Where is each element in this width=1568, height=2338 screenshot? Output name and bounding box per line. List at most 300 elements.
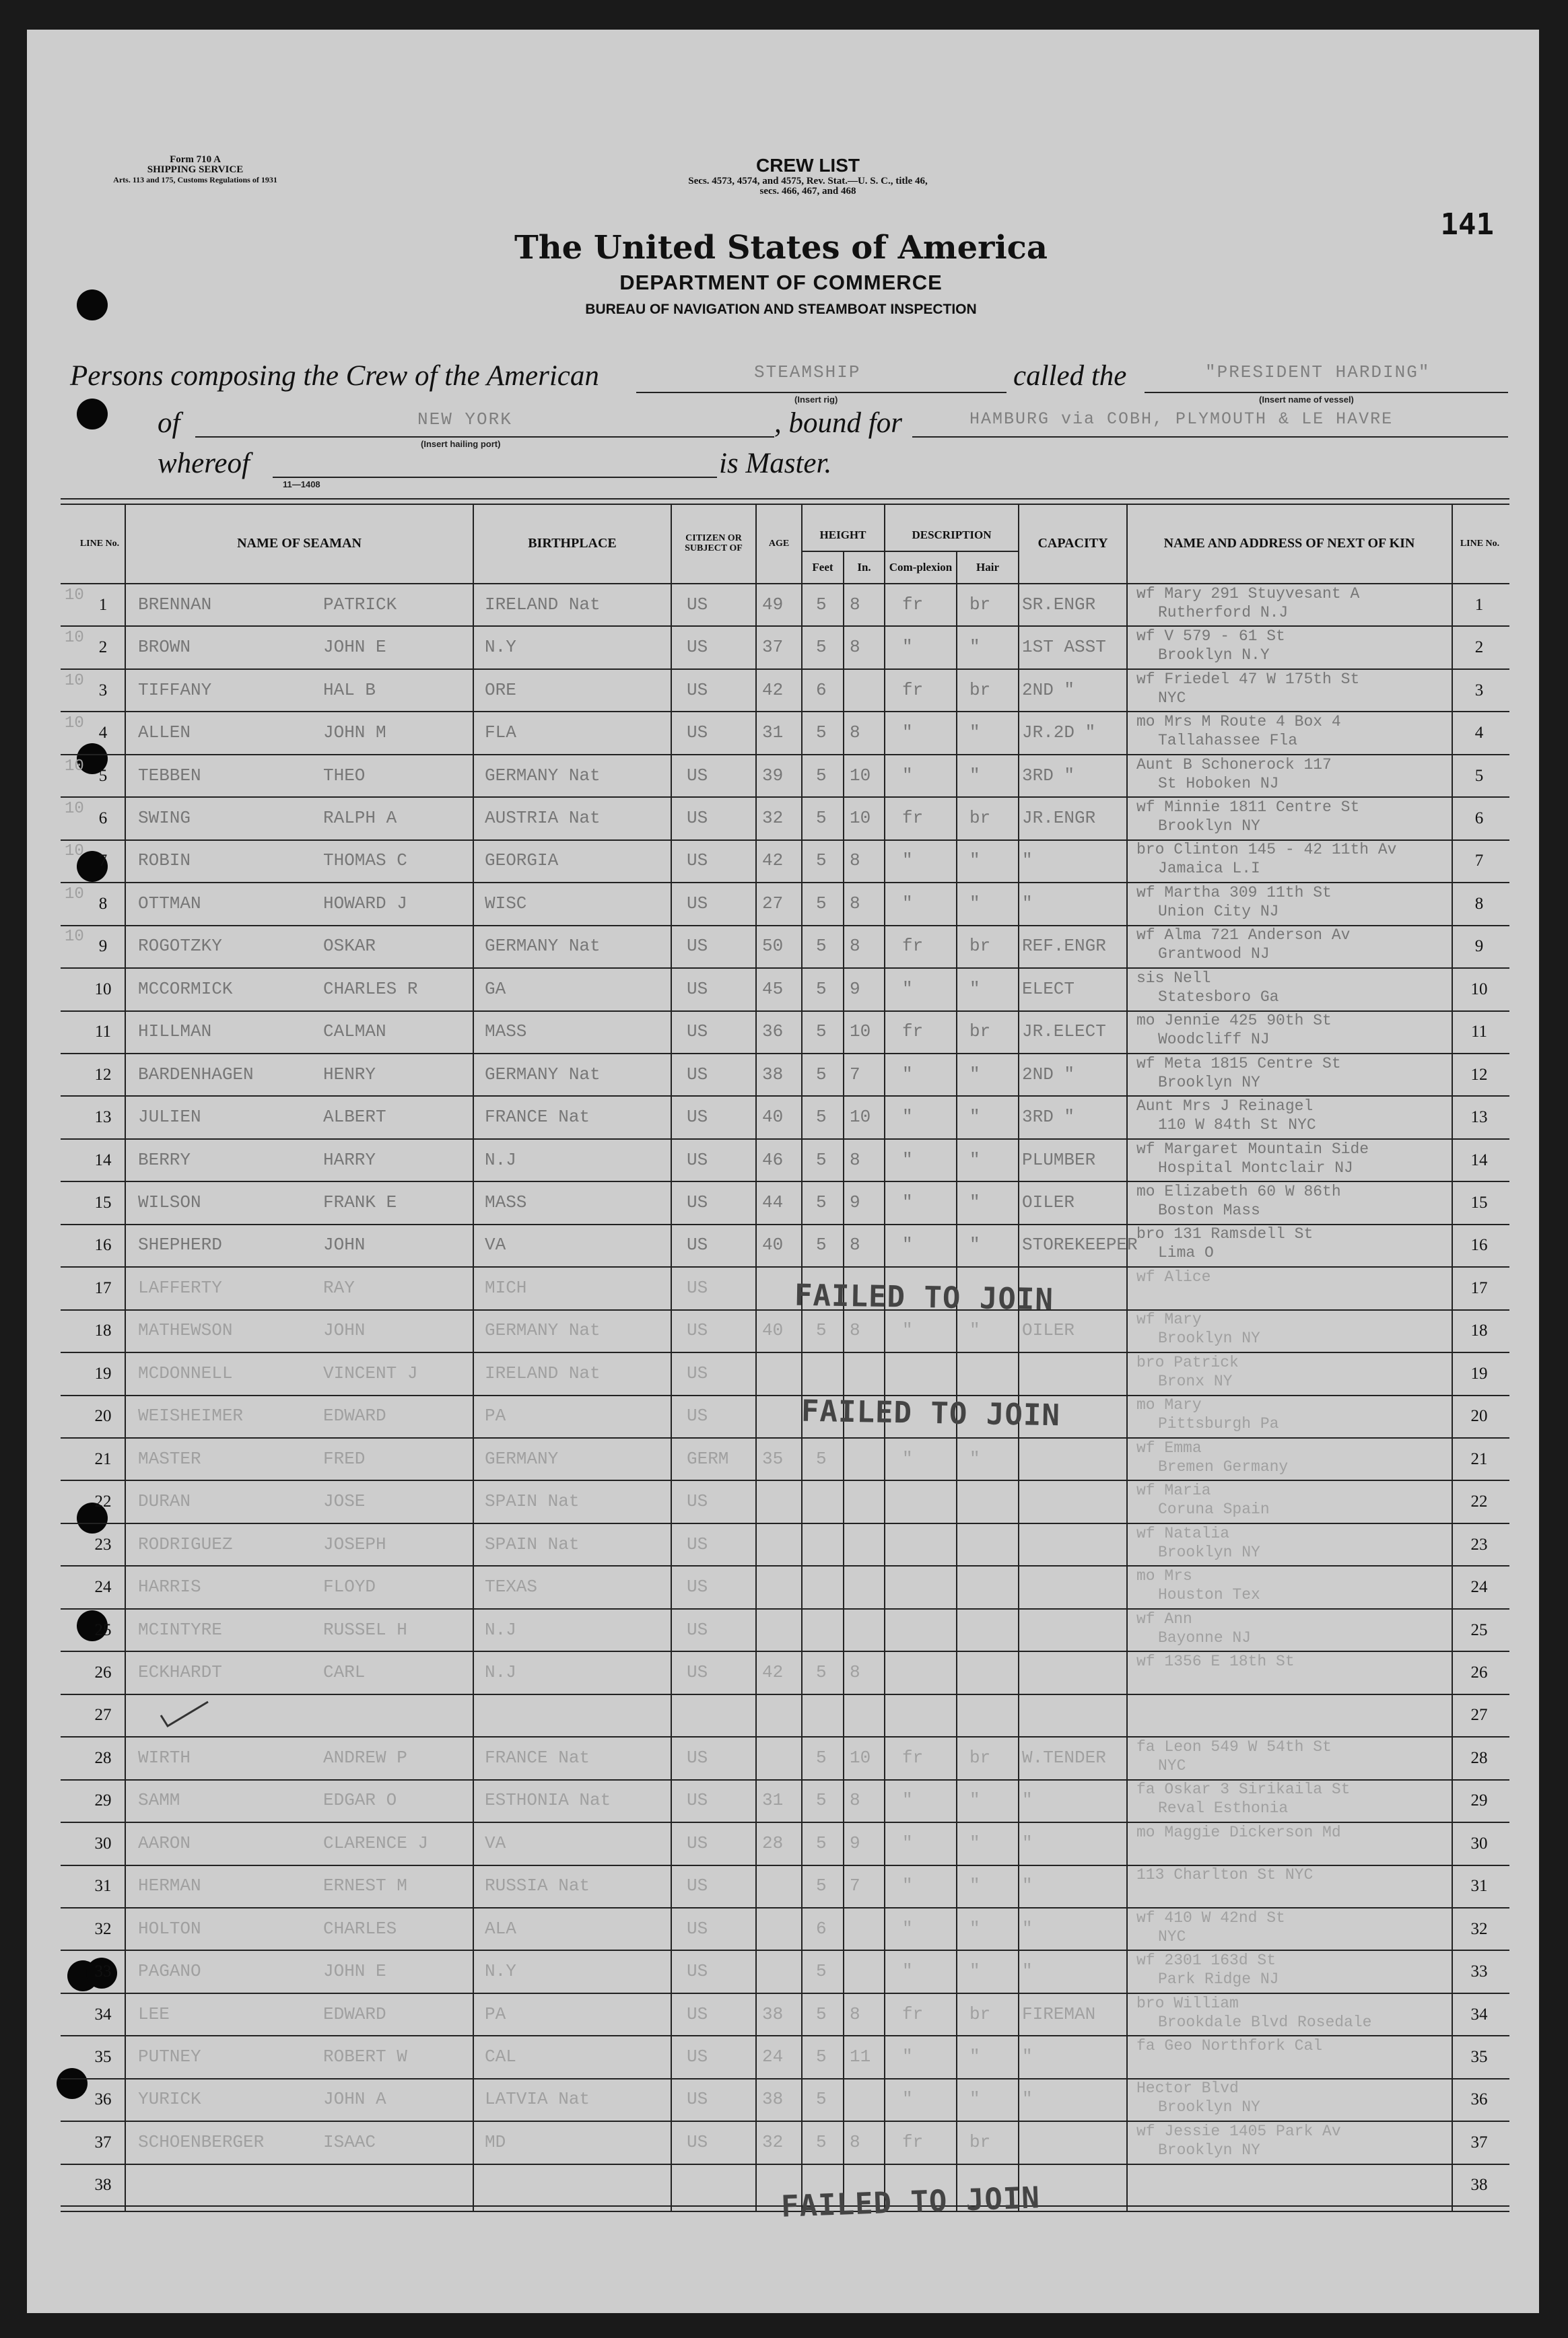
- seaman-surname: MCINTYRE: [138, 1619, 222, 1640]
- header-inches: In.: [857, 560, 871, 574]
- next-of-kin-line2: Grantwood NJ: [1158, 945, 1270, 963]
- seaman-given-name: ALBERT: [323, 1107, 386, 1128]
- inches-cell: 8: [850, 1320, 860, 1341]
- feet-cell: 5: [816, 1832, 827, 1853]
- row-rule: [61, 2078, 1509, 2079]
- line-number-right: 9: [1474, 937, 1484, 956]
- line-number-right: 37: [1470, 2133, 1488, 2152]
- birthplace-cell: GERMANY: [485, 1448, 559, 1469]
- row-rule: [61, 1309, 1509, 1311]
- birthplace-cell: FLA: [485, 722, 516, 743]
- next-of-kin-line1: wf Alice: [1136, 1268, 1211, 1286]
- inches-cell: 8: [850, 1235, 860, 1256]
- label-bound: , bound for: [774, 407, 902, 439]
- crew-list-title: CREW LIST: [756, 155, 860, 176]
- hair-cell: br: [969, 807, 991, 828]
- form-info: [47, 155, 343, 185]
- age-cell: 38: [762, 1064, 784, 1085]
- seaman-surname: MATHEWSON: [138, 1320, 233, 1341]
- citizen-cell: US: [687, 679, 708, 700]
- seaman-surname: ROGOTZKY: [138, 936, 222, 957]
- birthplace-cell: MASS: [485, 1192, 527, 1213]
- birthplace-cell: SPAIN Nat: [485, 1534, 580, 1554]
- next-of-kin-line2: Reval Esthonia: [1158, 1799, 1289, 1818]
- complexion-cell: ": [902, 1149, 913, 1170]
- row-rule: [61, 754, 1509, 755]
- row-rule: [61, 1181, 1509, 1182]
- next-of-kin-line1: mo Mrs: [1136, 1567, 1192, 1585]
- next-of-kin-line2: St Hoboken NJ: [1158, 774, 1279, 792]
- capacity-cell: ": [1022, 1790, 1033, 1811]
- birthplace-cell: LATVIA Nat: [485, 2089, 590, 2110]
- header-birthplace: BIRTHPLACE: [528, 535, 617, 551]
- age-cell: 40: [762, 1107, 784, 1128]
- seaman-surname: BRENNAN: [138, 594, 212, 615]
- row-rule: [61, 1010, 1509, 1012]
- seaman-surname: MCDONNELL: [138, 1363, 233, 1383]
- capacity-cell: 3RD ": [1022, 765, 1075, 786]
- inches-cell: 8: [850, 722, 860, 743]
- line-number: 12: [94, 1065, 112, 1084]
- age-cell: 32: [762, 2131, 784, 2152]
- complexion-cell: ": [902, 1790, 913, 1811]
- feet-cell: 5: [816, 1149, 827, 1170]
- next-of-kin-line1: wf Maria: [1136, 1482, 1211, 1500]
- line-number-right: 24: [1470, 1578, 1488, 1597]
- line-number-right: 5: [1474, 766, 1484, 785]
- age-cell: 44: [762, 1192, 784, 1213]
- citizen-cell: US: [687, 1021, 708, 1042]
- next-of-kin-line2: NYC: [1158, 1927, 1186, 1946]
- citizen-cell: US: [687, 2131, 708, 2152]
- age-cell: 42: [762, 850, 784, 871]
- line-number: 38: [94, 2176, 112, 2195]
- seaman-surname: AARON: [138, 1832, 191, 1853]
- line-number: 29: [94, 1791, 112, 1810]
- line-number: 15: [94, 1194, 112, 1212]
- margin-mark: 10: [65, 885, 84, 903]
- hair-cell: ": [969, 2089, 980, 2110]
- next-of-kin-line1: wf 2301 163d St: [1136, 1952, 1276, 1970]
- seaman-surname: HILLMAN: [138, 1021, 212, 1042]
- bureau-title: BUREAU OF NAVIGATION AND STEAMBOAT INSPECTION: [585, 302, 977, 317]
- feet-cell: 5: [816, 1876, 827, 1896]
- form-number: Form 710 A: [170, 154, 221, 165]
- row-rule: [61, 1950, 1509, 1951]
- seaman-given-name: HOWARD J: [323, 893, 407, 914]
- port-hint: (Insert hailing port): [421, 439, 501, 449]
- birthplace-cell: IRELAND Nat: [485, 1363, 601, 1383]
- citizen-cell: US: [687, 936, 708, 957]
- capacity-cell: JR.2D ": [1022, 722, 1096, 743]
- line-number-right: 3: [1474, 681, 1484, 699]
- next-of-kin-line1: wf Friedel 47 W 175th St: [1136, 670, 1360, 688]
- next-of-kin-line2: Brooklyn NY: [1158, 1073, 1260, 1091]
- check-mark-icon: [158, 1696, 212, 1730]
- age-cell: 37: [762, 637, 784, 658]
- row-rule: [61, 1865, 1509, 1866]
- complexion-cell: ": [902, 2089, 913, 2110]
- line-number-right: 13: [1470, 1108, 1488, 1127]
- hair-cell: br: [969, 1021, 991, 1042]
- next-of-kin-line2: Pittsburgh Pa: [1158, 1415, 1279, 1433]
- next-of-kin-line1: mo Elizabeth 60 W 86th: [1136, 1183, 1341, 1201]
- next-of-kin-line1: Hector Blvd: [1136, 2079, 1239, 2098]
- row-rule: [61, 1437, 1509, 1439]
- citizen-cell: US: [687, 1149, 708, 1170]
- inches-cell: 10: [850, 1021, 871, 1042]
- inches-cell: 8: [850, 2003, 860, 2024]
- line-number: 32: [94, 1919, 112, 1938]
- next-of-kin-line1: bro Clinton 145 - 42 11th Av: [1136, 841, 1397, 859]
- feet-cell: 5: [816, 594, 827, 615]
- header-citizen: CITIZEN OR SUBJECT OF: [685, 533, 743, 553]
- feet-cell: 5: [816, 722, 827, 743]
- next-of-kin-line2: Union City NJ: [1158, 902, 1279, 920]
- birthplace-cell: N.Y: [485, 1961, 516, 1982]
- seaman-given-name: FRED: [323, 1448, 366, 1469]
- next-of-kin-line2: Brooklyn NY: [1158, 2141, 1260, 2159]
- next-of-kin-line2: Brooklyn NY: [1158, 1330, 1260, 1348]
- line-number-right: 22: [1470, 1492, 1488, 1511]
- next-of-kin-line2: Bremen Germany: [1158, 1457, 1289, 1476]
- next-of-kin-line1: wf Mary: [1136, 1311, 1202, 1329]
- citizen-cell: US: [687, 1192, 708, 1213]
- citizen-cell: US: [687, 1277, 708, 1298]
- line-number-right: 14: [1470, 1150, 1488, 1169]
- next-of-kin-line2: Bronx NY: [1158, 1372, 1233, 1390]
- seaman-surname: WEISHEIMER: [138, 1406, 244, 1426]
- seaman-surname: TIFFANY: [138, 679, 212, 700]
- birthplace-cell: ORE: [485, 679, 516, 700]
- row-rule: [61, 925, 1509, 926]
- seaman-surname: WIRTH: [138, 1747, 191, 1768]
- row-rule: [61, 1266, 1509, 1268]
- birthplace-cell: IRELAND Nat: [485, 594, 601, 615]
- inches-cell: 9: [850, 1192, 860, 1213]
- hair-cell: ": [969, 1107, 980, 1128]
- row-rule: [61, 1138, 1509, 1140]
- feet-cell: 6: [816, 1918, 827, 1939]
- complexion-cell: fr: [902, 1021, 924, 1042]
- seaman-surname: PAGANO: [138, 1961, 201, 1982]
- col-rule: [671, 504, 672, 2211]
- next-of-kin-line1: wf 1356 E 18th St: [1136, 1652, 1295, 1670]
- next-of-kin-line1: mo Jennie 425 90th St: [1136, 1012, 1332, 1030]
- row-rule: [61, 711, 1509, 712]
- inches-cell: 8: [850, 594, 860, 615]
- capacity-cell: 2ND ": [1022, 679, 1075, 700]
- line-number: 35: [94, 2048, 112, 2067]
- age-cell: 27: [762, 893, 784, 914]
- seaman-given-name: JOSEPH: [323, 1534, 386, 1554]
- next-of-kin-line1: Aunt Mrs J Reinagel: [1136, 1097, 1314, 1115]
- line-number-right: 23: [1470, 1535, 1488, 1554]
- next-of-kin-line2: 110 W 84th St NYC: [1158, 1116, 1316, 1134]
- margin-mark: 10: [65, 928, 84, 947]
- next-of-kin-line1: bro William: [1136, 1994, 1239, 2012]
- seaman-surname: MCCORMICK: [138, 978, 233, 999]
- line-number-right: 27: [1470, 1706, 1488, 1725]
- line-number: 14: [94, 1150, 112, 1169]
- col-rule: [843, 551, 844, 2211]
- row-rule: [61, 2035, 1509, 2036]
- line-number-right: 33: [1470, 1962, 1488, 1981]
- row-rule: [61, 1095, 1509, 1097]
- line-number: 17: [94, 1278, 112, 1297]
- row-rule: [61, 1608, 1509, 1610]
- age-cell: 42: [762, 1661, 784, 1682]
- form-service: SHIPPING SERVICE: [147, 164, 244, 175]
- hair-cell: br: [969, 679, 991, 700]
- seaman-given-name: PATRICK: [323, 594, 397, 615]
- next-of-kin-line1: wf Ann: [1136, 1610, 1192, 1628]
- complexion-cell: ": [902, 978, 913, 999]
- age-cell: 32: [762, 807, 784, 828]
- birthplace-cell: FRANCE Nat: [485, 1747, 590, 1768]
- line-number-right: 19: [1470, 1364, 1488, 1383]
- next-of-kin-line1: wf Alma 721 Anderson Av: [1136, 926, 1351, 944]
- hair-cell: ": [969, 765, 980, 786]
- next-of-kin-line1: wf Meta 1815 Centre St: [1136, 1054, 1341, 1072]
- line-number-right: 25: [1470, 1620, 1488, 1639]
- form-regs: Arts. 113 and 175, Customs Regulations of 1931: [113, 175, 277, 184]
- row-rule: [61, 839, 1509, 841]
- line-number: 1: [98, 595, 108, 614]
- complexion-cell: ": [902, 850, 913, 871]
- line-number: 16: [94, 1236, 112, 1255]
- citizen-cell: US: [687, 1363, 708, 1383]
- birthplace-cell: GERMANY Nat: [485, 936, 601, 957]
- feet-cell: 5: [816, 1320, 827, 1341]
- seaman-surname: ROBIN: [138, 850, 191, 871]
- margin-mark: 10: [65, 586, 84, 605]
- birthplace-cell: ALA: [485, 1918, 516, 1939]
- seaman-given-name: HENRY: [323, 1064, 376, 1085]
- statute-reference: [471, 176, 1145, 197]
- line-number-right: 26: [1470, 1663, 1488, 1682]
- feet-cell: 5: [816, 807, 827, 828]
- seaman-given-name: EDGAR O: [323, 1790, 397, 1811]
- col-rule: [1018, 504, 1019, 2211]
- complexion-cell: ": [902, 1876, 913, 1896]
- citizen-cell: US: [687, 637, 708, 658]
- complexion-cell: ": [902, 2047, 913, 2067]
- line-number-right: 20: [1470, 1407, 1488, 1426]
- citizen-cell: US: [687, 1534, 708, 1554]
- birthplace-cell: RUSSIA Nat: [485, 1876, 590, 1896]
- next-of-kin-line1: Aunt B Schonerock 117: [1136, 755, 1332, 773]
- line-number: 22: [94, 1492, 112, 1511]
- next-of-kin-line1: mo Mary: [1136, 1396, 1202, 1414]
- row-rule: [61, 1779, 1509, 1781]
- capacity-cell: ": [1022, 1876, 1033, 1896]
- seaman-surname: HARRIS: [138, 1577, 201, 1597]
- hair-cell: br: [969, 2003, 991, 2024]
- next-of-kin-line1: mo Mrs M Route 4 Box 4: [1136, 713, 1341, 731]
- seaman-given-name: VINCENT J: [323, 1363, 418, 1383]
- label-master: is Master.: [719, 448, 832, 479]
- line-number: 27: [94, 1706, 112, 1725]
- seaman-given-name: ISAAC: [323, 2131, 376, 2152]
- seaman-given-name: JOHN: [323, 1320, 366, 1341]
- capacity-cell: ": [1022, 893, 1033, 914]
- birthplace-cell: MICH: [485, 1277, 527, 1298]
- row-rule: [61, 1523, 1509, 1524]
- line-number: 11: [94, 1023, 112, 1041]
- header-height: HEIGHT: [819, 528, 866, 541]
- birthplace-cell: PA: [485, 2003, 506, 2024]
- seaman-surname: WILSON: [138, 1192, 201, 1213]
- inches-cell: 8: [850, 1790, 860, 1811]
- feet-cell: 5: [816, 2089, 827, 2110]
- seaman-given-name: FRANK E: [323, 1192, 397, 1213]
- capacity-cell: ": [1022, 850, 1033, 871]
- line-number: 6: [98, 809, 108, 827]
- seaman-surname: SHEPHERD: [138, 1235, 222, 1256]
- page-number: 141: [1440, 207, 1494, 242]
- capacity-cell: ": [1022, 1918, 1033, 1939]
- rig-hint: (Insert rig): [794, 394, 838, 405]
- hair-cell: ": [969, 1192, 980, 1213]
- header-capacity: CAPACITY: [1037, 535, 1108, 551]
- seaman-surname: SAMM: [138, 1790, 180, 1811]
- seaman-given-name: THEO: [323, 765, 366, 786]
- line-number-right: 31: [1470, 1877, 1488, 1896]
- next-of-kin-line1: bro Patrick: [1136, 1353, 1239, 1371]
- inches-cell: 7: [850, 1064, 860, 1085]
- seaman-given-name: CARL: [323, 1661, 366, 1682]
- seaman-given-name: JOHN M: [323, 722, 386, 743]
- capacity-cell: PLUMBER: [1022, 1149, 1096, 1170]
- seaman-given-name: JOSE: [323, 1491, 366, 1512]
- line-number: 23: [94, 1535, 112, 1554]
- hair-cell: ": [969, 2047, 980, 2067]
- next-of-kin-line2: Rutherford N.J: [1158, 603, 1289, 621]
- feet-cell: 5: [816, 978, 827, 999]
- age-cell: 38: [762, 2003, 784, 2024]
- line-number: 36: [94, 2090, 112, 2109]
- line-number: 31: [94, 1877, 112, 1896]
- seaman-given-name: HARRY: [323, 1149, 376, 1170]
- complexion-cell: ": [902, 1448, 913, 1469]
- row-rule: [61, 1053, 1509, 1054]
- line-number: 2: [98, 638, 108, 657]
- line-number-right: 2: [1474, 638, 1484, 657]
- destination-value: HAMBURG via COBH, PLYMOUTH & LE HAVRE: [969, 409, 1394, 429]
- seaman-given-name: CLARENCE J: [323, 1832, 429, 1853]
- birthplace-cell: N.J: [485, 1661, 516, 1682]
- failed-to-join-stamp: FAILED TO JOIN: [794, 1278, 1054, 1317]
- seaman-surname: ALLEN: [138, 722, 191, 743]
- citizen-cell: US: [687, 1320, 708, 1341]
- seaman-surname: HERMAN: [138, 1876, 201, 1896]
- citizen-cell: US: [687, 1790, 708, 1811]
- row-rule: [61, 796, 1509, 798]
- seaman-surname: SWING: [138, 807, 191, 828]
- inches-cell: 10: [850, 765, 871, 786]
- citizen-cell: US: [687, 2047, 708, 2067]
- complexion-cell: fr: [902, 2003, 924, 2024]
- seaman-given-name: CALMAN: [323, 1021, 386, 1042]
- next-of-kin-line2: Woodcliff NJ: [1158, 1031, 1270, 1049]
- line-number: 30: [94, 1834, 112, 1853]
- capacity-cell: OILER: [1022, 1192, 1075, 1213]
- feet-cell: 5: [816, 1661, 827, 1682]
- seaman-surname: PUTNEY: [138, 2047, 201, 2067]
- age-cell: 28: [762, 1832, 784, 1853]
- seaman-given-name: HAL B: [323, 679, 376, 700]
- line-number: 13: [94, 1108, 112, 1127]
- citizen-cell: US: [687, 1747, 708, 1768]
- citizen-cell: US: [687, 765, 708, 786]
- next-of-kin-line1: wf Jessie 1405 Park Av: [1136, 2122, 1341, 2140]
- citizen-cell: US: [687, 850, 708, 871]
- feet-cell: 5: [816, 1235, 827, 1256]
- feet-cell: 6: [816, 679, 827, 700]
- capacity-cell: 2ND ": [1022, 1064, 1075, 1085]
- age-cell: 36: [762, 1021, 784, 1042]
- complexion-cell: ": [902, 1107, 913, 1128]
- next-of-kin-line2: Brooklyn NY: [1158, 1543, 1260, 1561]
- age-cell: 40: [762, 1320, 784, 1341]
- row-rule: [61, 882, 1509, 883]
- row-rule: [61, 668, 1509, 670]
- col-rule: [473, 504, 474, 2211]
- capacity-cell: ELECT: [1022, 978, 1075, 999]
- hair-cell: br: [969, 2131, 991, 2152]
- seaman-given-name: CHARLES: [323, 1918, 397, 1939]
- country-title: The United States of America: [514, 229, 1048, 267]
- capacity-cell: ": [1022, 2089, 1033, 2110]
- hair-cell: ": [969, 850, 980, 871]
- complexion-cell: ": [902, 1918, 913, 1939]
- line-number-right: 21: [1470, 1449, 1488, 1468]
- seaman-given-name: RAY: [323, 1277, 355, 1298]
- row-rule: [61, 1822, 1509, 1823]
- punch-hole: [77, 399, 108, 429]
- inches-cell: 8: [850, 1661, 860, 1682]
- feet-cell: 5: [816, 893, 827, 914]
- citizen-cell: US: [687, 594, 708, 615]
- seaman-given-name: JOHN E: [323, 637, 386, 658]
- seaman-given-name: OSKAR: [323, 936, 376, 957]
- birthplace-cell: N.J: [485, 1149, 516, 1170]
- col-rule: [1452, 504, 1453, 2211]
- label-persons: Persons composing the Crew of the American: [70, 360, 599, 392]
- next-of-kin-line2: NYC: [1158, 1756, 1186, 1775]
- capacity-cell: REF.ENGR: [1022, 936, 1106, 957]
- row-rule: [61, 1395, 1509, 1396]
- next-of-kin-line2: Brooklyn NY: [1158, 817, 1260, 835]
- seaman-surname: SCHOENBERGER: [138, 2131, 265, 2152]
- line-number: 34: [94, 2005, 112, 2024]
- feet-cell: 5: [816, 1107, 827, 1128]
- next-of-kin-line2: Boston Mass: [1158, 1202, 1260, 1220]
- citizen-cell: US: [687, 1832, 708, 1853]
- hair-cell: br: [969, 936, 991, 957]
- hair-cell: br: [969, 1747, 991, 1768]
- birthplace-cell: PA: [485, 1406, 506, 1426]
- hair-cell: ": [969, 1149, 980, 1170]
- next-of-kin-line2: Brooklyn N.Y: [1158, 646, 1270, 664]
- row-rule: [61, 1480, 1509, 1481]
- feet-cell: 5: [816, 637, 827, 658]
- complexion-cell: ": [902, 1832, 913, 1853]
- line-number: 10: [94, 979, 112, 998]
- margin-mark: 10: [65, 629, 84, 648]
- capacity-cell: 1ST ASST: [1022, 637, 1106, 658]
